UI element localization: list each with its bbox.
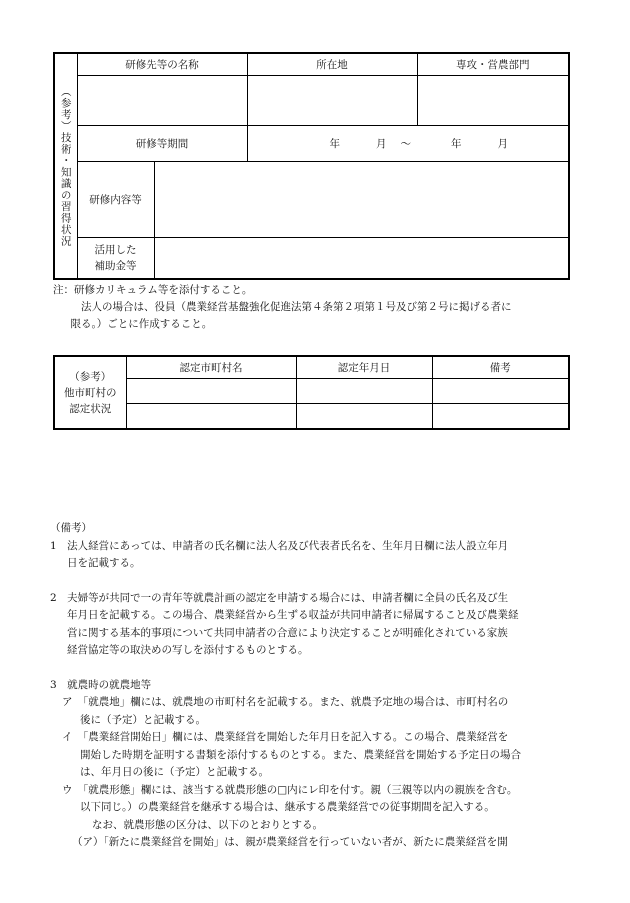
remarks-title: （備考）	[50, 522, 92, 534]
subsidy-label: 活用した 補助金等	[77, 237, 154, 279]
cell-cert-date-2[interactable]	[296, 403, 432, 429]
cell-training-name[interactable]	[77, 75, 247, 125]
period-year-start: 年	[329, 137, 340, 150]
period-year-end: 年	[451, 137, 462, 150]
period-tilde: ～	[400, 137, 411, 150]
training-side-label: （参考）技術・知識の習得状況	[54, 53, 77, 279]
content-label: 研修内容等	[77, 161, 154, 237]
period-month-start: 月	[376, 137, 387, 150]
period-cell[interactable]	[247, 125, 569, 161]
remarks-section	[50, 520, 590, 852]
remark-item-3: 3 就農時の就農地等 ア 「就農地」欄には、就農地の市町村名を記載する。また、就農予定地の場合は、市町村名の 後に（予定）と記載する。 イ 「農業経営開始日」欄には、農業経営を開始した年月日を記入する。この場合、農業経営を 開始した時期を証明する書類を添付するものとする。また、農業経営を開始する予定日の場合 は、年月日の後に（予定）と記載する。 ウ 「就農形態」欄には、該当する就農形態の□内にレ印を付す。親（三親等以内の親族を含む。 以下同じ。）の農業経営を継承する場合は、継承する農業経営での従事期間を記入する。 なお、就農形態の区分は、以下のとおりとする。 （ア）「新たに農業経営を開始」は、親が農業経営を行っていない者が、新たに農業経営を開	[50, 677, 590, 852]
header-remarks: 備考	[432, 356, 569, 378]
period-month-end: 月	[497, 137, 508, 150]
header-location: 所在地	[247, 53, 417, 75]
cell-municipality-2[interactable]	[126, 403, 296, 429]
subsidy-cell[interactable]	[154, 237, 569, 279]
table-notes: 注：研修カリキュラム等を添付すること。 法人の場合は、役員（農業経営基盤強化促進法第４条第２項第１号及び第２号に掲げる者に 限る。）ごとに作成すること。	[53, 284, 512, 330]
cell-major[interactable]	[417, 75, 569, 125]
other-municipality-side-label: （参考） 他市町村の 認定状況	[54, 356, 126, 429]
remark-3-i: イ 「農業経営開始日」欄には、農業経営を開始した年月日を記入する。この場合、農業経営を 開始した時期を証明する書類を添付するものとする。また、農業経営を開始する予定日の場合 は、年月日の後に（予定）と記載する。	[62, 731, 521, 778]
cell-remarks-2[interactable]	[432, 403, 569, 429]
header-major: 専攻・営農部門	[417, 53, 569, 75]
remark-item-2: 2 夫婦等が共同で一の青年等就農計画の認定を申請する場合には、申請者欄に全員の氏名及び生 年月日を記載する。この場合、農業経営から生ずる収益が共同申請者に帰属すること及び農業経 営に関する基本的事項について共同申請者の合意により決定することが明確化されている家族 経営協定等の取決めの写しを添付するものとする。	[50, 591, 519, 656]
remark-3-u-a: （ア）「新たに農業経営を開始」は、親が農業経営を行っていない者が、新たに農業経営を開	[72, 836, 508, 848]
cell-location[interactable]	[247, 75, 417, 125]
remark-3-a: ア 「就農地」欄には、就農地の市町村名を記載する。また、就農予定地の場合は、市町村名の 後に（予定）と記載する。	[62, 696, 509, 726]
header-training-name: 研修先等の名称	[77, 53, 247, 75]
training-status-table	[53, 52, 570, 280]
cell-municipality-1[interactable]	[126, 378, 296, 403]
cell-cert-date-1[interactable]	[296, 378, 432, 403]
remark-item-1: 1 法人経営にあっては、申請者の氏名欄に法人名及び代表者氏名を、生年月日欄に法人設立年月 日を記載する。	[50, 539, 509, 569]
remark-3-u: ウ 「就農形態」欄には、該当する就農形態の□内にレ印を付す。親（三親等以内の親族を含む。 以下同じ。）の農業経営を継承する場合は、継承する農業経営での従事期間を記入する。 なお、就農形態の区分は、以下のとおりとする。	[62, 783, 518, 831]
content-cell[interactable]	[154, 161, 569, 237]
period-label: 研修等期間	[77, 125, 247, 161]
header-cert-date: 認定年月日	[296, 356, 432, 378]
header-municipality: 認定市町村名	[126, 356, 296, 378]
cell-remarks-1[interactable]	[432, 378, 569, 403]
other-municipality-table	[53, 355, 570, 430]
